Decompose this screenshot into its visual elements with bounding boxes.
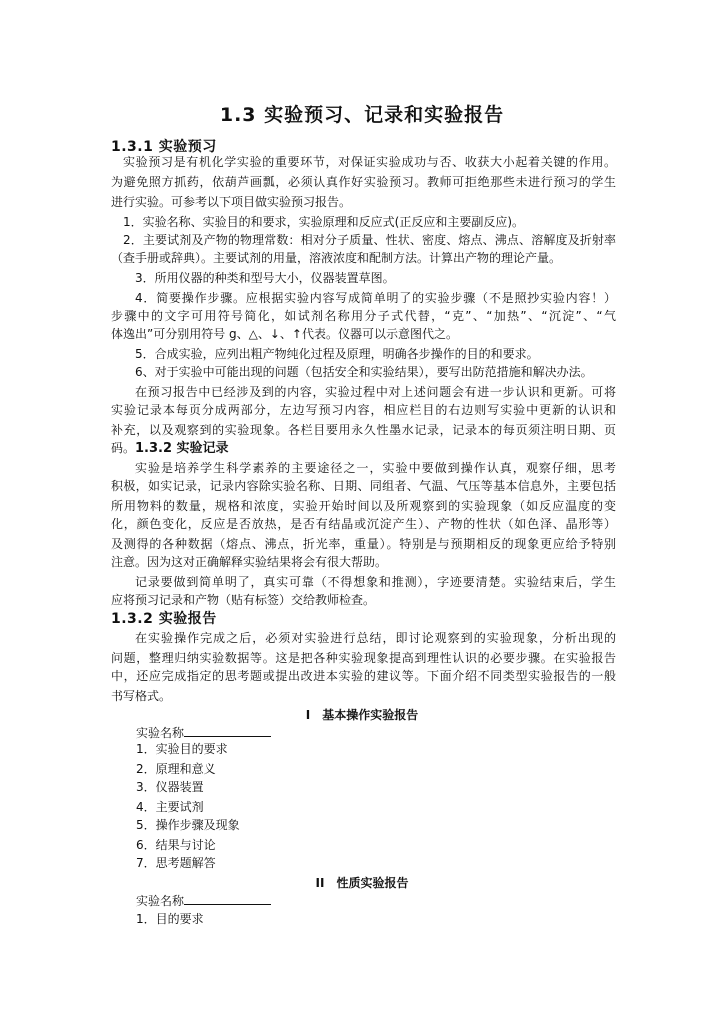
experiment-name-label: 实验名称: [136, 726, 185, 740]
paragraph-line: 1．实验名称、实验目的和要求，实验原理和反应式(正反应和主要副反应)。: [123, 215, 525, 229]
paragraph-line: 5．合成实验，应列出粗产物纯化过程及原理，明确各步操作的目的和要求。: [135, 347, 539, 361]
paragraph-text: 码。: [111, 441, 136, 455]
experiment-name-label: 实验名称: [136, 894, 185, 908]
paragraph-line: 书写格式。: [111, 689, 172, 703]
blank-underline: [184, 892, 271, 905]
list-item: 1．实验目的要求: [136, 742, 228, 756]
paragraph-line: 记录要做到简单明了，真实可靠（不得想象和推测），字迹要清楚。实验结束后，学生: [135, 575, 616, 589]
page-title: 1.3 实验预习、记录和实验报告: [219, 104, 505, 126]
paragraph-line: 4．简要操作步骤。应根据实验内容写成简单明了的实验步骤（不是照抄实验内容！）: [135, 291, 616, 305]
paragraph-line: [111, 438, 616, 459]
paragraph-line: 及测得的各种数据（熔点、沸点，折光率，重量）。特别是与预期相反的现象更应给予特别: [111, 537, 616, 551]
paragraph-line: 实验记录本每页分成两部分，左边写预习内容，相应栏目的右边则写实验中更新的认识和: [111, 403, 616, 417]
paragraph-line: 中，还应完成指定的思考题或提出改进本实验的建议等。下面介绍不同类型实验报告的一般: [111, 669, 616, 683]
section-heading-record: 1.3.2 实验记录: [135, 441, 229, 456]
list-item: 7．思考题解答: [136, 856, 216, 870]
section-heading-preview: 1.3.1 实验预习: [111, 139, 217, 155]
report-type-heading: II 性质实验报告: [315, 876, 409, 890]
paragraph-line: 为避免照方抓药，依葫芦画瓢，必须认真作好实验预习。教师可拒绝那些未进行预习的学生: [111, 175, 616, 189]
experiment-name-row: [136, 892, 271, 909]
experiment-name-row: [136, 724, 271, 741]
paragraph-line: 体逸出”可分别用符号 g、△、↓、↑代表。仪器可以示意图代之。: [111, 327, 458, 341]
list-item: 1．目的要求: [136, 912, 204, 926]
blank-underline: [184, 724, 271, 737]
paragraph-line: 在实验操作完成之后，必须对实验进行总结，即讨论观察到的实验现象，分析出现的: [135, 631, 616, 645]
paragraph-line: 补充，以及观察到的实验现象。各栏目要用永久性墨水记录，记录本的每页须注明日期、页: [111, 423, 616, 437]
paragraph-line: 问题，整理归纳实验数据等。这是把各种实验现象提高到理性认识的必要步骤。在实验报告: [111, 651, 616, 665]
paragraph-line: 实验预习是有机化学实验的重要环节，对保证实验成功与否、收获大小起着关键的作用。: [123, 155, 616, 169]
paragraph-line: 积极，如实记录，记录内容除实验名称、日期、同组者、气温、气压等基本信息外，主要包括: [111, 479, 616, 493]
paragraph-line: 3．所用仪器的种类和型号大小，仪器装置草图。: [135, 271, 395, 285]
paragraph-line: 进行实验。可参考以下项目做实验预习报告。: [111, 195, 352, 209]
paragraph-line: 2．主要试剂及产物的物理常数：相对分子质量、性状、密度、熔点、沸点、溶解度及折射率: [123, 233, 616, 247]
list-item: 2．原理和意义: [136, 762, 216, 776]
list-item: 6．结果与讨论: [136, 838, 216, 852]
paragraph-line: 在预习报告中已经涉及到的内容，实验过程中对上述问题会有进一步认识和更新。可将: [135, 385, 616, 399]
paragraph-line: 步骤中的文字可用符号简化，如试剂名称用分子式代替，“克”、“加热”、“沉淀”、“气: [111, 309, 616, 323]
report-type-heading: I 基本操作实验报告: [305, 708, 419, 722]
list-item: 5．操作步骤及现象: [136, 818, 240, 832]
paragraph-line: 实验是培养学生科学素养的主要途径之一，实验中要做到操作认真，观察仔细，思考: [135, 461, 616, 475]
paragraph-line: 注意。因为这对正确解释实验结果将会有很大帮助。: [111, 555, 388, 569]
paragraph-line: 所用物料的数量，规格和浓度，实验开始时间以及所观察到的实验现象（如反应温度的变: [111, 499, 616, 513]
paragraph-line: 化，颜色变化，反应是否放热，是否有结晶或沉淀产生）、产物的性状（如色泽、晶形等）: [111, 517, 616, 531]
paragraph-line: （查手册或辞典）。主要试剂的用量，溶液浓度和配制方法。计算出产物的理论产量。: [111, 251, 562, 265]
list-item: 4．主要试剂: [136, 800, 204, 814]
paragraph-line: 6、对于实验中可能出现的问题（包括安全和实验结果），要写出防范措施和解决办法。: [135, 365, 593, 379]
section-heading-report: 1.3.2 实验报告: [111, 611, 217, 627]
list-item: 3．仪器装置: [136, 780, 204, 794]
paragraph-line: 应将预习记录和产物（贴有标签）交给教师检查。: [111, 593, 376, 607]
